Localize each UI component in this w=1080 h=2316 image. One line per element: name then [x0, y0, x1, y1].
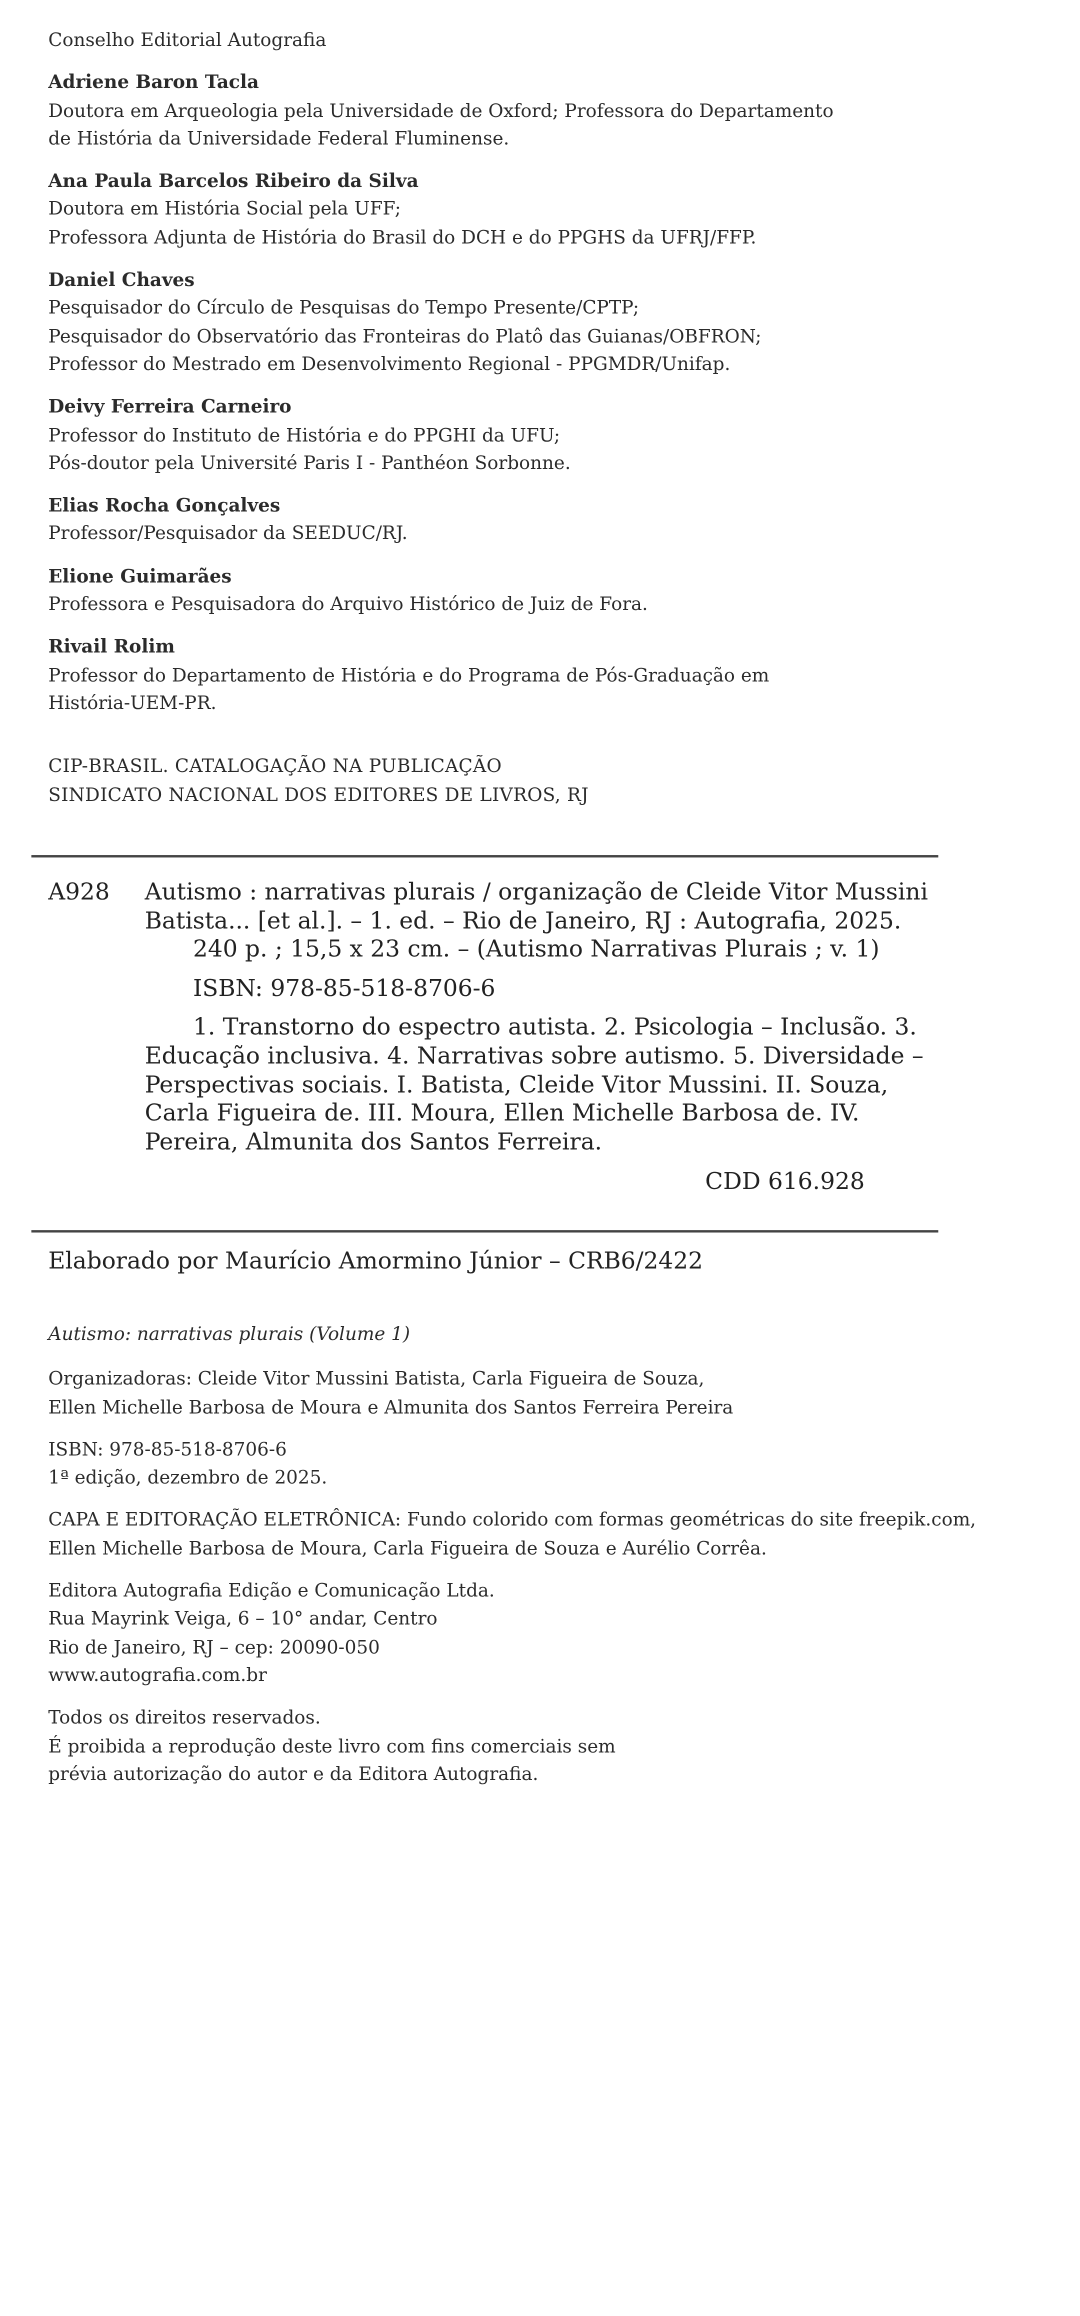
- physical-description: 240 p. ; 15,5 x 23 cm. – (Autismo Narrativas Plurais ; v. 1): [192, 934, 880, 963]
- cover-credits-line: CAPA E EDITORAÇÃO ELETRÔNICA: Fundo colorido com formas geométricas do site freepik.com,: [48, 1509, 977, 1531]
- member-name: Elione Guimarães: [48, 565, 232, 588]
- rights-line: É proibida a reprodução deste livro com fins comerciais sem: [48, 1734, 616, 1757]
- member-credential: de História da Universidade Federal Fluminense.: [48, 127, 510, 150]
- board-member: [48, 492, 1061, 548]
- cip-header-line: CIP-BRASIL. CATALOGAÇÃO NA PUBLICAÇÃO: [48, 755, 502, 777]
- member-name: Elias Rocha Gonçalves: [48, 494, 281, 517]
- member-name: Daniel Chaves: [48, 269, 195, 291]
- board-member: [48, 267, 1061, 379]
- organizers-block: [48, 1366, 1061, 1422]
- address-line: Rio de Janeiro, RJ – cep: 20090-050: [48, 1636, 380, 1658]
- member-name: Rivail Rolim: [48, 635, 175, 658]
- organizers-line: Ellen Michelle Barbosa de Moura e Almunita dos Santos Ferreira Pereira: [48, 1396, 734, 1418]
- member-credential: Professora Adjunta de História do Brasil do DCH e do PPGHS da UFRJ/FFP.: [48, 226, 757, 249]
- member-name: Ana Paula Barcelos Ribeiro da Silva: [48, 170, 419, 192]
- prepared-by: Elaborado por Maurício Amormino Júnior – CRB6/2422: [48, 1247, 704, 1275]
- board-member: [48, 563, 1061, 619]
- rights-line: prévia autorização do autor e da Editora Autografia.: [48, 1763, 539, 1785]
- book-title: Autismo: narrativas plurais (Volume 1): [48, 1322, 411, 1345]
- cip-header: [48, 753, 1061, 809]
- cdd-number: CDD 616.928: [705, 1167, 865, 1196]
- rights-block: [48, 1704, 1061, 1788]
- member-credential: Professor do Mestrado em Desenvolvimento Regional - PPGMDR/Unifap.: [48, 353, 731, 376]
- main-entry: Autismo : narrativas plurais / organização de Cleide Vitor Mussini Batista... [et al.]. – 1. ed. – Rio de Janeiro, RJ : Autografia, 2025.: [144, 877, 928, 935]
- cutter-code: A928: [48, 877, 110, 906]
- catalog-card-bottom-rule: [31, 1230, 938, 1232]
- card-isbn: ISBN: 978-85-518-8706-6: [192, 974, 496, 1002]
- member-credential: Pós-doutor pela Université Paris I - Panthéon Sorbonne.: [48, 452, 571, 474]
- member-credential: História-UEM-PR.: [48, 692, 217, 714]
- member-credential: Professora e Pesquisadora do Arquivo Histórico de Juiz de Fora.: [48, 593, 648, 616]
- member-credential: Professor do Departamento de História e do Programa de Pós-Graduação em: [48, 664, 770, 686]
- board-member: [48, 393, 1061, 477]
- board-member: [48, 634, 1061, 718]
- colophon: [48, 1321, 1061, 1804]
- board-title: Conselho Editorial Autografia: [48, 28, 327, 51]
- member-credential: Pesquisador do Observatório das Fronteiras do Platô das Guianas/OBFRON;: [48, 325, 762, 347]
- edition: 1ª edição, dezembro de 2025.: [48, 1466, 328, 1489]
- member-credential: Professor/Pesquisador da SEEDUC/RJ.: [48, 522, 408, 545]
- member-credential: Doutora em História Social pela UFF;: [48, 198, 401, 221]
- member-credential: Pesquisador do Círculo de Pesquisas do Tempo Presente/CPTP;: [48, 297, 640, 319]
- board-member: [48, 168, 1061, 252]
- publisher-website: www.autografia.com.br: [48, 1664, 267, 1686]
- catalog-card-body: [145, 878, 935, 1196]
- member-name: Deivy Ferreira Carneiro: [48, 395, 292, 418]
- member-credential: Professor do Instituto de História e do PPGHI da UFU;: [48, 423, 561, 446]
- cover-credits-line: Ellen Michelle Barbosa de Moura, Carla Figueira de Souza e Aurélio Corrêa.: [48, 1537, 767, 1560]
- board-member: [48, 69, 1061, 153]
- member-credential: Doutora em Arqueologia pela Universidade de Oxford; Professora do Departamento: [48, 99, 834, 122]
- publisher-name: Editora Autografia Edição e Comunicação Ltda.: [48, 1579, 495, 1602]
- publisher-block: [48, 1578, 1061, 1690]
- member-name: Adriene Baron Tacla: [48, 71, 260, 94]
- isbn: ISBN: 978-85-518-8706-6: [48, 1438, 287, 1461]
- cover-credits-block: [48, 1507, 1061, 1563]
- subject-headings: 1. Transtorno do espectro autista. 2. Psicologia – Inclusão. 3. Educação inclusiva. 4. Narrativas sobre autismo. 5. Diversidade – Perspectivas sociais. I. Batista, Cleide Vitor Mussini. II. Souza, Carla Figueira de. III. Moura, Ellen Michelle Barbosa de. IV. Pereira, Almunita dos Santos Ferreira.: [144, 1013, 924, 1156]
- editorial-board: [48, 27, 1061, 809]
- book-title-block: [48, 1321, 1061, 1349]
- cip-header-line: SINDICATO NACIONAL DOS EDITORES DE LIVROS, RJ: [48, 783, 589, 806]
- isbn-edition-block: [48, 1436, 1061, 1492]
- address-line: Rua Mayrink Veiga, 6 – 10° andar, Centro: [48, 1608, 438, 1630]
- organizers-line: Organizadoras: Cleide Vitor Mussini Batista, Carla Figueira de Souza,: [48, 1367, 705, 1390]
- catalog-card-top-rule: [31, 855, 938, 857]
- rights-line: Todos os direitos reservados.: [48, 1706, 321, 1729]
